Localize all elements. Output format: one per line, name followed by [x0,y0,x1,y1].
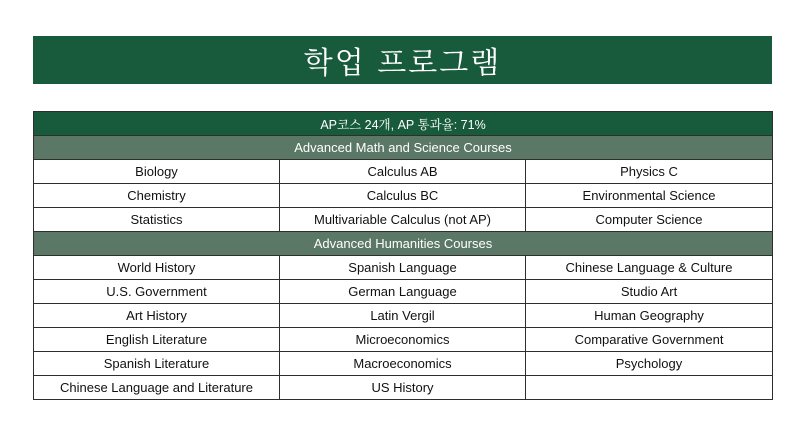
course-cell: Studio Art [526,280,773,304]
course-cell: English Literature [34,328,280,352]
table-row [34,184,773,208]
table-row [34,256,773,280]
table-row [34,208,773,232]
course-cell: Spanish Literature [34,352,280,376]
course-cell: Biology [34,160,280,184]
section-header-row [34,232,773,256]
table-row [34,328,773,352]
course-cell: US History [280,376,526,400]
course-cell: Physics C [526,160,773,184]
table-summary-row [34,112,773,136]
course-cell: Macroeconomics [280,352,526,376]
course-cell: Statistics [34,208,280,232]
course-cell: Multivariable Calculus (not AP) [280,208,526,232]
course-cell: Human Geography [526,304,773,328]
section-header-row [34,136,773,160]
section-heading-humanities: Advanced Humanities Courses [34,232,773,256]
table-row [34,280,773,304]
table-row [34,352,773,376]
ap-summary: AP코스 24개, AP 통과율: 71% [34,112,773,136]
course-cell: Chinese Language & Culture [526,256,773,280]
course-cell: German Language [280,280,526,304]
section-heading-math-science: Advanced Math and Science Courses [34,136,773,160]
course-cell: Calculus BC [280,184,526,208]
course-cell: Latin Vergil [280,304,526,328]
course-cell: Spanish Language [280,256,526,280]
page-title: 학업 프로그램 [303,46,502,81]
course-cell: Chinese Language and Literature [34,376,280,400]
table-row [34,376,773,400]
course-cell: U.S. Government [34,280,280,304]
course-cell: Comparative Government [526,328,773,352]
courses-table [33,111,773,400]
course-cell: Calculus AB [280,160,526,184]
course-cell: Psychology [526,352,773,376]
course-cell [526,376,773,400]
page-title-banner [33,36,772,84]
course-cell: Chemistry [34,184,280,208]
course-cell: World History [34,256,280,280]
course-cell: Environmental Science [526,184,773,208]
course-cell: Microeconomics [280,328,526,352]
course-cell: Art History [34,304,280,328]
course-cell: Computer Science [526,208,773,232]
table-row [34,160,773,184]
table-row [34,304,773,328]
